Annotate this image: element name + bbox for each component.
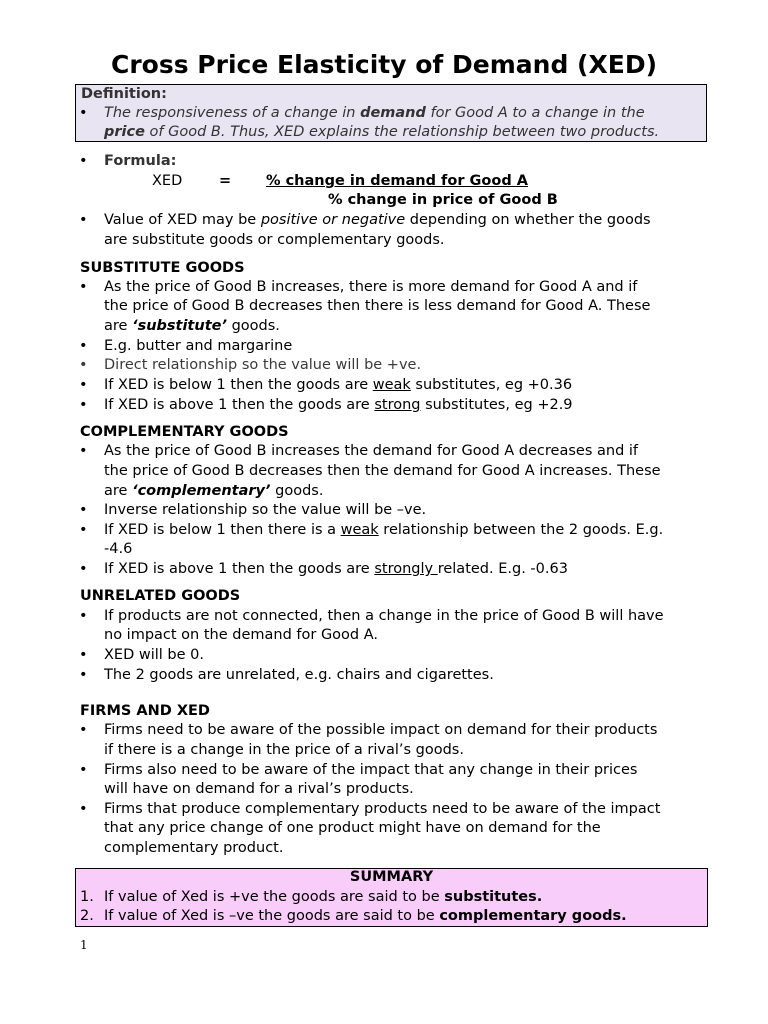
complementary-b2: Inverse relationship so the value will be –ve.: [104, 502, 427, 518]
firms-b3-l3: complementary product.: [104, 840, 284, 856]
bullet: •: [79, 105, 88, 121]
substitute-b1-l1: As the price of Good B increases, there is more demand for Good A and if: [104, 279, 638, 295]
substitute-b5: If XED is above 1 then the goods are strong substitutes, eg +2.9: [104, 397, 573, 413]
unrelated-b1-l1: If products are not connected, then a change in the price of Good B will have: [104, 608, 664, 624]
bullet: •: [79, 608, 88, 624]
formula-denominator: % change in price of Good B: [328, 192, 558, 208]
intro-line-2: are substitute goods or complementary goods.: [104, 232, 445, 248]
bullet: •: [79, 561, 88, 577]
complementary-b4: If XED is above 1 then the goods are strongly related. E.g. -0.63: [104, 561, 568, 577]
substitute-b2: E.g. butter and margarine: [104, 338, 293, 354]
unrelated-b2: XED will be 0.: [104, 647, 204, 663]
bullet: •: [79, 212, 88, 228]
firms-b2-l1: Firms also need to be aware of the impact that any change in their prices: [104, 762, 638, 778]
intro-line-1: Value of XED may be positive or negative depending on whether the goods: [104, 212, 651, 228]
firms-b2-l2: will have on demand for a rival’s products.: [104, 781, 414, 797]
formula-label: Formula:: [104, 153, 177, 169]
firms-heading: FIRMS AND XED: [80, 703, 210, 719]
formula-xed: XED: [152, 173, 183, 189]
bullet: •: [79, 279, 88, 295]
firms-b1-l1: Firms need to be aware of the possible impact on demand for their products: [104, 722, 658, 738]
complementary-b3-l2: -4.6: [104, 541, 133, 557]
bullet: •: [79, 801, 88, 817]
complementary-b1-l3: are ‘complementary’ goods.: [104, 483, 324, 499]
unrelated-b3: The 2 goods are unrelated, e.g. chairs and cigarettes.: [104, 667, 494, 683]
unrelated-heading: UNRELATED GOODS: [80, 588, 241, 604]
definition-heading: Definition:: [81, 86, 167, 102]
firms-b1-l2: if there is a change in the price of a rival’s goods.: [104, 742, 464, 758]
complementary-b3: If XED is below 1 then there is a weak relationship between the 2 goods. E.g.: [104, 522, 664, 538]
substitute-b4: If XED is below 1 then the goods are weak substitutes, eg +0.36: [104, 377, 573, 393]
bullet: •: [79, 377, 88, 393]
bullet: •: [79, 762, 88, 778]
definition-line-1: The responsiveness of a change in demand for Good A to a change in the: [104, 105, 645, 121]
complementary-b1-l1: As the price of Good B increases the demand for Good A decreases and if: [104, 443, 639, 459]
complementary-heading: COMPLEMENTARY GOODS: [80, 424, 289, 440]
complementary-b1-l2: the price of Good B decreases then the demand for Good A increases. These: [104, 463, 661, 479]
bullet: •: [79, 338, 88, 354]
page-number: 1: [80, 938, 88, 952]
summary-item-1: If value of Xed is +ve the goods are said to be substitutes.: [104, 889, 543, 905]
bullet: •: [79, 722, 88, 738]
bullet: •: [79, 667, 88, 683]
bullet: •: [79, 153, 88, 169]
substitute-b1-l3: are ‘substitute’ goods.: [104, 318, 280, 334]
definition-line-2: price of Good B. Thus, XED explains the relationship between two products.: [104, 124, 660, 140]
substitute-heading: SUBSTITUTE GOODS: [80, 260, 245, 276]
page-title: Cross Price Elasticity of Demand (XED): [110, 50, 657, 79]
substitute-b3: Direct relationship so the value will be +ve.: [104, 357, 422, 373]
summary-number-1: 1.: [80, 889, 94, 905]
summary-number-2: 2.: [80, 908, 94, 924]
summary-item-2: If value of Xed is –ve the goods are said to be complementary goods.: [104, 908, 627, 924]
firms-b3-l2: that any price change of one product might have on demand for the: [104, 820, 601, 836]
substitute-b1-l2: the price of Good B decreases then there is less demand for Good A. These: [104, 298, 651, 314]
bullet: •: [79, 522, 88, 538]
bullet: •: [79, 443, 88, 459]
bullet: •: [79, 647, 88, 663]
bullet: •: [79, 357, 88, 373]
unrelated-b1-l2: no impact on the demand for Good A.: [104, 627, 379, 643]
summary-heading: SUMMARY: [349, 869, 434, 885]
formula-numerator: % change in demand for Good A: [266, 173, 529, 189]
formula-equals: =: [219, 173, 232, 189]
bullet: •: [79, 502, 88, 518]
bullet: •: [79, 397, 88, 413]
firms-b3-l1: Firms that produce complementary products need to be aware of the impact: [104, 801, 661, 817]
